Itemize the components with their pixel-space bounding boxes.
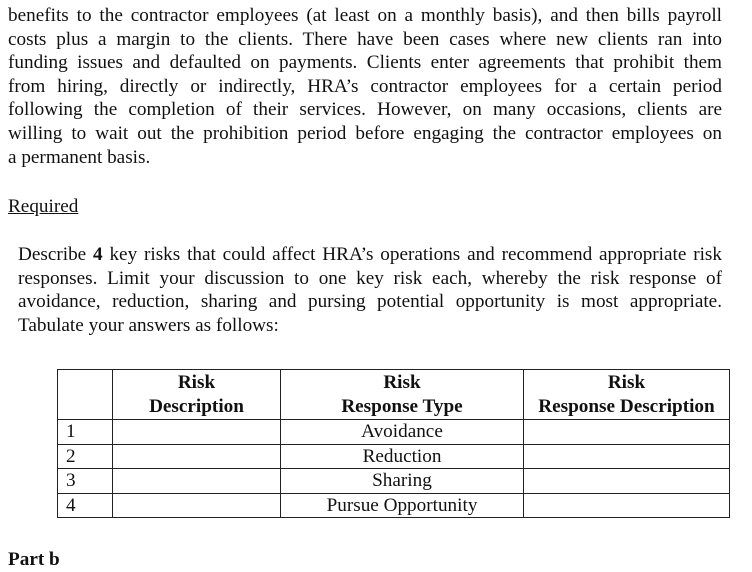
response-description-cell: [524, 493, 730, 518]
row-number: 4: [58, 493, 113, 518]
row-number: 3: [58, 469, 113, 494]
next-section-heading: Part b: [8, 549, 60, 570]
risk-description-cell: [113, 493, 281, 518]
table-row: [58, 444, 730, 469]
row-number: 1: [58, 420, 113, 445]
row-number: 2: [58, 444, 113, 469]
response-type-cell: Reduction: [281, 444, 524, 469]
instruction-post: key risks that could affect HRA’s operations and recommend appropriate risk responses. Limit your discussion to one key risk each, whereby the risk response of avoidance, reduction, sharing and pursing potential opportunity is most appropriate. Tabulate your answers as follows:: [18, 244, 722, 336]
response-type-cell: Sharing: [281, 469, 524, 494]
risk-description-cell: [113, 420, 281, 445]
header-line: Description: [149, 395, 244, 417]
table-row: [58, 469, 730, 494]
header-line: Risk: [177, 372, 216, 393]
intro-line: costs plus a margin to the clients. There have been cases where new clients ran into: [8, 28, 722, 50]
intro-line: a permanent basis.: [8, 146, 151, 168]
instruction-paragraph: [18, 243, 722, 337]
response-type-cell: Pursue Opportunity: [281, 493, 524, 518]
risk-count: 4: [93, 244, 103, 265]
header-line: Response Type: [341, 395, 463, 417]
intro-line: willing to wait out the prohibition period before engaging the contractor employees on: [8, 122, 722, 144]
table-row: [58, 420, 730, 445]
table-header-row: [58, 370, 730, 420]
required-heading: Required: [8, 196, 79, 217]
header-line: Response Description: [538, 395, 715, 417]
intro-line: funding issues and defaulted on payments. Clients enter agreements that prohibit them: [8, 52, 722, 74]
header-number: [58, 370, 113, 420]
intro-line: following the completion of their services. However, on many occasions, clients are: [8, 99, 722, 121]
header-risk-description: [113, 370, 281, 420]
table-row: [58, 493, 730, 518]
risk-description-cell: [113, 444, 281, 469]
response-description-cell: [524, 420, 730, 445]
intro-line: benefits to the contractor employees (at least on a monthly basis), and then bills payroll: [8, 5, 722, 26]
header-line: Risk: [607, 372, 646, 393]
intro-paragraph: [8, 4, 722, 169]
header-risk-response-description: [524, 370, 730, 420]
header-line: Risk: [383, 372, 421, 393]
risk-table: [57, 369, 730, 518]
intro-line: from hiring, directly or indirectly, HRA’s contractor employees for a certain period: [8, 75, 722, 97]
response-description-cell: [524, 469, 730, 494]
instruction-pre: Describe: [18, 244, 94, 265]
response-description-cell: [524, 444, 730, 469]
risk-description-cell: [113, 469, 281, 494]
response-type-cell: Avoidance: [281, 420, 524, 445]
header-risk-response-type: [281, 370, 524, 420]
